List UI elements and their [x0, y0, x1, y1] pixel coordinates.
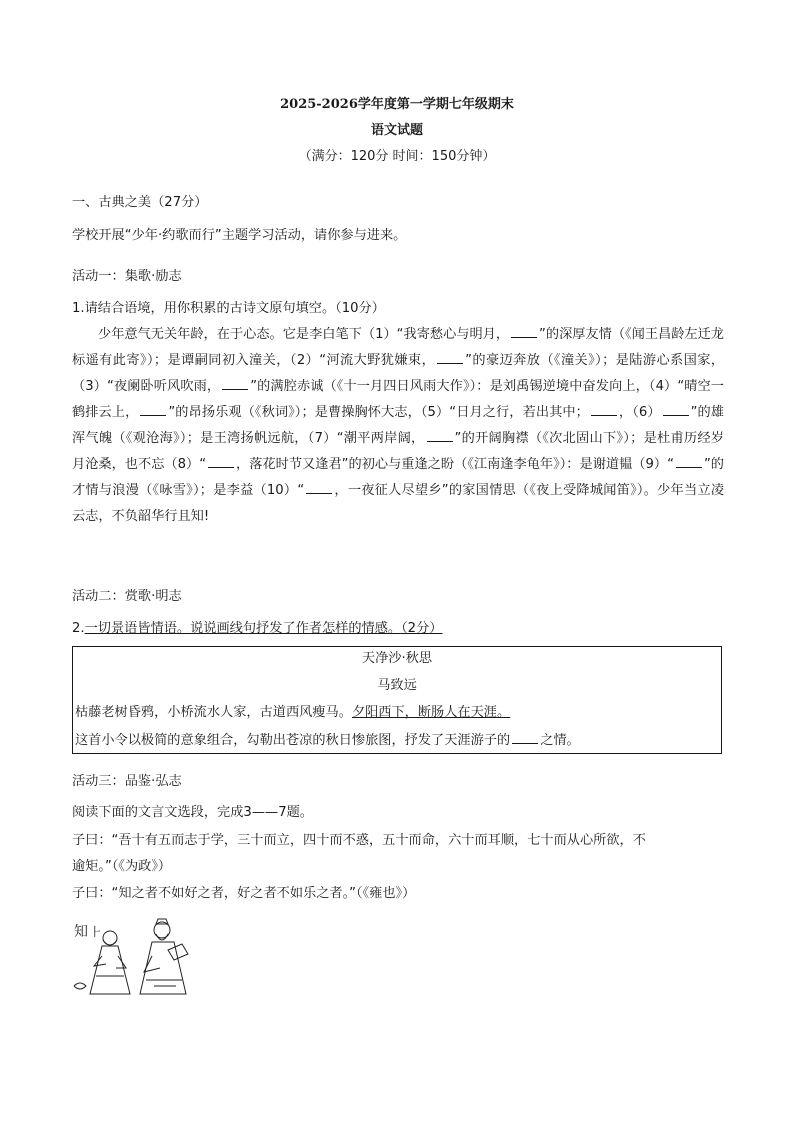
blank-10[interactable] [306, 481, 332, 494]
activity3-heading: 活动三：品鉴·弘志 [72, 774, 182, 789]
blank-9[interactable] [676, 455, 702, 468]
page-title: 2025-2026学年度第一学期七年级期末 [280, 97, 514, 112]
illustration-caption: 知 [74, 924, 88, 940]
sage-figures-image [72, 916, 202, 996]
activity2-heading: 活动二：赏歌·明志 [72, 589, 182, 604]
page-subtitle: 语文试题 [370, 123, 423, 138]
blank-6[interactable] [663, 403, 689, 416]
question1-prompt: 1.请结合语境，用你积累的古诗文原句填空。（10分） [72, 301, 385, 316]
blank-4[interactable] [140, 403, 166, 416]
exam-meta: （满分：120分 时间：150分钟） [298, 149, 496, 164]
question1-passage: 少年意气无关年龄，在于心态。它是李白笔下（1）“我寄愁心与明月， ”的深厚友情（《闻王昌龄左迁龙标遥有此寄》）；是谭嗣同初入潼关，（2）“河流大野犹嫌束， ”的豪迈奔放（《潼关》）；是陆游心系国家，（3）“夜阑卧听风吹雨， ”的满腔赤诚（《十一月四日风雨大作》）：是刘禹锡逆境中奋发向上，（4）“晴空一鹤排云上， ”的昂扬乐观（《秋词》）；是曹操胸怀大志，（5）“日月之行，若出其中； ，（6） ”的雄浑气魄（《观沧海》）；是王湾扬帆远航，（7）“潮平两岸阔， ”的开阔胸襟（《次北固山下》）；是杜甫历经岁月沧桑，也不忘（8）“ ，落花时节又逢君”的初心与重逢之盼（《江南逢李龟年》）：是谢道韫（9）“ ”的才情与浪漫（《咏雪》）；是李益（10）“ ，一夜征人尽望乡”的家国情思（《夜上受降城闻笛》）。少年当立凌云志，不负韶华行且知! [72, 327, 725, 524]
blank-1[interactable] [511, 325, 537, 338]
poem-title: 天净沙·秋思 [361, 651, 433, 666]
header [0, 96, 794, 166]
quote-1a: 子曰：“吾十有五而志于学，三十而立，四十而不惑，五十而命，六十而耳顺，七十而从心所欲，不 [72, 833, 646, 848]
svg-text:⺊: ⺊ [90, 925, 103, 939]
blank-3[interactable] [222, 377, 248, 390]
quote-1b: 逾矩。”（《为政》） [72, 859, 172, 874]
blank-8[interactable] [208, 455, 234, 468]
activity1-heading: 活动一：集歌·励志 [72, 269, 182, 284]
underlined-line: 夕阳西下，断肠人在天涯。 [351, 705, 511, 720]
question2-prompt: 2.一切景语皆情语。说说画线句抒发了作者怎样的情感。（2分） [72, 621, 443, 636]
section1-heading: 一、古典之美（27分） [72, 195, 208, 210]
poem-answer: 这首小令以极简的意象组合，勾勒出苍凉的秋日惨旅图，抒发了天涯游子的 之情。 [75, 733, 580, 748]
blank-answer[interactable] [512, 731, 538, 744]
poem-text: 枯藤老树昏鸦，小桥流水人家，古道西风瘦马。夕阳西下，断肠人在天涯。 [75, 705, 511, 720]
poem-author: 马致远 [377, 678, 417, 693]
blank-2[interactable] [437, 351, 463, 364]
poem-box [72, 646, 722, 754]
activity3-intro: 阅读下面的文言文选段，完成3——7题。 [72, 805, 313, 820]
quote-2: 子曰：“知之者不如好之者，好之者不如乐之者。”（《雍也》） [72, 886, 416, 901]
section1-intro: 学校开展“少年·约歌而行”主题学习活动，请你参与进来。 [72, 228, 407, 243]
confucius-illustration [72, 916, 202, 996]
blank-5[interactable] [591, 403, 617, 416]
blank-7[interactable] [427, 429, 453, 442]
